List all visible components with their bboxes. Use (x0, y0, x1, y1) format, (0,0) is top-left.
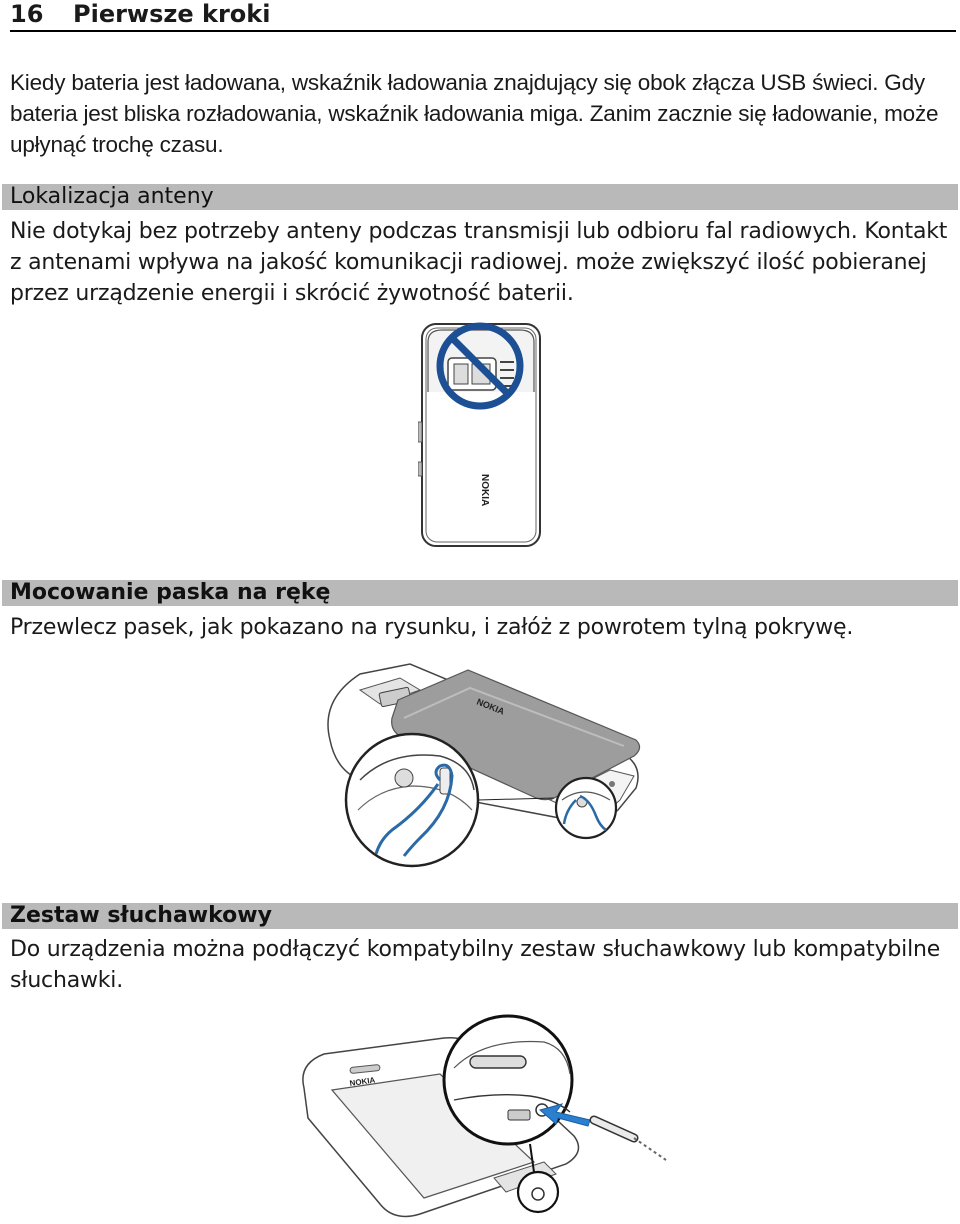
headset-brand-label: NOKIA (349, 1075, 376, 1088)
section-title-headset: Zestaw słuchawkowy (2, 903, 958, 929)
strap-paragraph: Przewlecz pasek, jak pokazano na rysunku, i załóż z powrotem tylną pokrywę. (10, 615, 854, 640)
strap-brand-label: NOKIA (475, 696, 506, 717)
page-header (10, 0, 956, 32)
antenna-brand-label: NOKIA (479, 474, 490, 507)
headset-detail-magnifier (444, 1016, 572, 1144)
antenna-paragraph: Nie dotykaj bez potrzeby anteny podczas transmisji lub odbioru fal radiowych. Kontakt z antenami wpływa na jakość komunikacji radiowej. może zwiększyć ilość pobieranej przez urządzenie energii i skrócić żywotność baterii. (10, 219, 948, 306)
chapter-title: Pierwsze kroki (73, 0, 271, 28)
antenna-figure (418, 322, 544, 548)
headset-figure (294, 1008, 670, 1222)
strap-detail-small-magnifier (556, 778, 616, 838)
section-title-antenna: Lokalizacja anteny (2, 184, 958, 210)
section-title-strap: Mocowanie paska na rękę (2, 580, 958, 606)
page-number: 16 (10, 0, 44, 28)
intro-paragraph: Kiedy bateria jest ładowana, wskaźnik ładowania znajdujący się obok złącza USB świeci. Gdy bateria jest bliska rozładowania, wskaźnik ładowania miga. Zanim zacznie się ładowanie, może upłynąć trochę czasu. (10, 70, 939, 157)
strap-figure (300, 660, 650, 870)
headset-paragraph: Do urządzenia można podłączyć kompatybilny zestaw słuchawkowy lub kompatybilne słuchawki. (10, 937, 941, 993)
